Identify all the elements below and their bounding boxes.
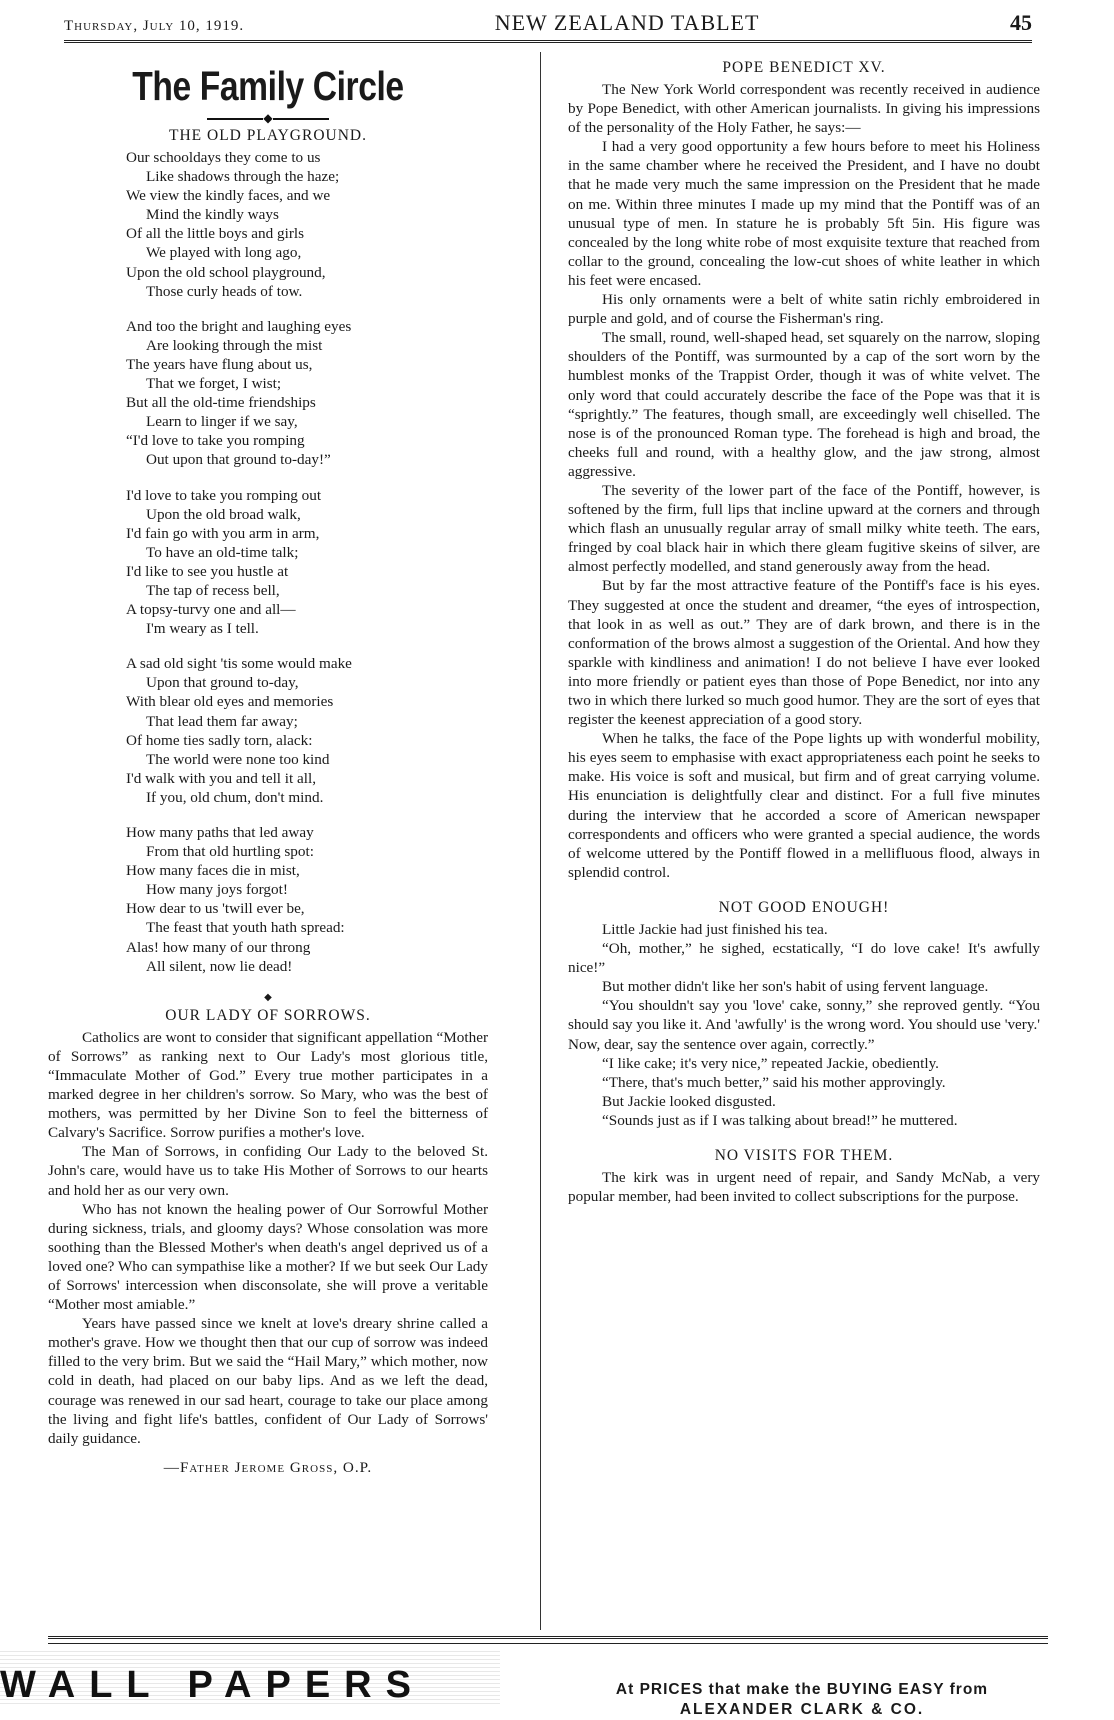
paragraph: But mother didn't like her son's habit of using fervent language. bbox=[602, 978, 989, 996]
paragraph: Years have passed since we knelt at love's dreary shrine called a mother's grave. How we thought then that our cup of sorrow was indeed filled to the very brim. But we said the “Hail Mary,” which mother, now cold in death, had placed on our baby lips. And as we left the dead, courage was renewed in our sad heart, courage to take our place among the living and fight life's battles, confident of Our Lady of Sorrows' daily guidance. bbox=[48, 1315, 488, 1447]
poem-line: That lead them far away; bbox=[146, 712, 298, 730]
paragraph: The New York World correspondent was recently received in audience by Pope Benedict, with other American journalists. In giving his impressions of the personality of the Holy Father, he says:— bbox=[568, 81, 1040, 137]
advert-line-2: ALEXANDER CLARK & CO. bbox=[679, 1701, 925, 1718]
article-title-not-good: NOT GOOD ENOUGH! bbox=[718, 898, 890, 916]
paragraph: “You shouldn't say you 'love' cake, sonny,” she reproved gently. “You should say you like it. And 'awfully' is the wrong word. You should use 'very.' Now, dear, say the sentence over again, correctly.” bbox=[568, 997, 1040, 1053]
poem-line: I'd love to take you romping out bbox=[126, 486, 322, 504]
poem-line: The years have flung about us, bbox=[126, 355, 313, 373]
poem-line: And too the bright and laughing eyes bbox=[126, 317, 352, 335]
advert-banner: WALL PAPERS bbox=[0, 1648, 500, 1707]
right-column bbox=[568, 56, 1040, 1626]
poem-line: Of home ties sadly torn, alack: bbox=[126, 731, 313, 749]
poem-line: Those curly heads of tow. bbox=[146, 282, 303, 300]
poem-line: To have an old-time talk; bbox=[146, 543, 299, 561]
article-body-pope bbox=[568, 80, 1040, 882]
poem-line: With blear old eyes and memories bbox=[126, 693, 334, 711]
left-column bbox=[48, 56, 488, 1596]
poem-stanza bbox=[126, 654, 488, 807]
paragraph: I had a very good opportunity a few hours before to meet his Holiness in the same chamber where he received the President, and I have no doubt that he made very much the same impression on the President that he made on me. Within three minutes I made up my mind that the Pontiff was of an unusual type of men. In stature he is probably 5ft 5in. His figure was concealed by the long white robe of most exquisite texture that reached from collar to the ground, concealing the low-cut shoes of white leather in which his feet were encased. bbox=[568, 138, 1040, 289]
paragraph: Catholics are wont to consider that significant appellation “Mother of Sorrows” as ranking next to Our Lady's most glorious title, “Immaculate Mother of God.” Every true mother participates in a marked degree in her children's sorrow. So Mary, who was the best of mothers, was permitted by her Divine Son to feel the bitterness of Calvary's Sacrifice. Sorrow purifies a mother's love. bbox=[48, 1028, 488, 1142]
paragraph: But by far the most attractive feature of the Pontiff's face is his eyes. They suggested at once the student and dreamer, “the eyes of introspection, that look in as well as out.” They are of dark brown, and there is in the conformation of the brows almost a suggestion of the Oriental. And how they sparkle with kindliness and animation! I do not believe I have ever looked into more friendly or patient eyes than those of Pope Benedict, nor into any two in which there lurked so much good humor. They are the sort of eyes that register the keenest appreciation of a good story. bbox=[568, 577, 1040, 729]
paragraph: But Jackie looked disgusted. bbox=[602, 1092, 776, 1110]
issue-date: Thursday, July 10, 1919. bbox=[64, 18, 245, 34]
poem-stanza bbox=[126, 823, 488, 976]
paragraph: The Man of Sorrows, in confiding Our Lady to the beloved St. John's care, would have us to take His Mother of Sorrows to our hearts and hold her as our very own. bbox=[48, 1143, 488, 1199]
poem-line: Are looking through the mist bbox=[146, 336, 323, 354]
poem-line: How many joys forgot! bbox=[146, 881, 288, 899]
advert-text bbox=[562, 1680, 1042, 1720]
poem-line: But all the old-time friendships bbox=[126, 394, 316, 412]
paragraph: “Sounds just as if I was talking about bread!” he muttered. bbox=[602, 1111, 958, 1129]
poem-line: Out upon that ground to-day!” bbox=[146, 451, 331, 469]
poem-stanza bbox=[126, 317, 488, 470]
page-number: 45 bbox=[1009, 10, 1032, 35]
paragraph: Little Jackie had just finished his tea. bbox=[602, 920, 828, 938]
poem-line: “I'd love to take you romping bbox=[126, 432, 305, 450]
poem-line: I'm weary as I tell. bbox=[146, 620, 259, 638]
column-divider bbox=[540, 52, 541, 1630]
poem-line: Upon the old broad walk, bbox=[146, 505, 301, 523]
poem-line: That we forget, I wist; bbox=[146, 375, 282, 393]
poem-line: Our schooldays they come to us bbox=[126, 149, 321, 166]
poem-line: Upon the old school playground, bbox=[126, 263, 326, 281]
poem-line: All silent, now lie dead! bbox=[146, 957, 293, 975]
article-body-no-visits bbox=[568, 1168, 1040, 1206]
article-signature: —Father Jerome Gross, O.P. bbox=[163, 1458, 373, 1476]
paragraph: When he talks, the face of the Pope lights up with wonderful mobility, his eyes seem to emphasise with exact appropriateness each point he seeks to make. His voice is soft and musical, but firm and of great carrying volume. His enunciation is delightfully clear and distinct. For a full five minutes during the interview that he accorded a score of American newspaper correspondents and officers who were granted a special audience, the words of welcome uttered by the Pontiff flowed in a mellifluous flood, always in splendid control. bbox=[568, 730, 1040, 881]
poem-line: If you, old chum, don't mind. bbox=[146, 788, 324, 806]
paragraph: The small, round, well-shaped head, set squarely on the narrow, sloping shoulders of the Pontiff, was surmounted by a cap of the sort worn by the humblest monks of the Trappist Order, though it was of white velvet. The only word that could accurately describe the face of the Pope was that it is “sprightly.” The features, though small, are exceedingly well chiselled. The nose is of the pronounced Roman type. The forehead is high and broad, the cheeks full and round, with a healthy glow, and the jaw strong, almost aggressive. bbox=[568, 329, 1040, 480]
advert-line-1: At PRICES that make the BUYING EASY from bbox=[615, 1681, 989, 1698]
paragraph: His only ornaments were a belt of white satin richly embroidered in purple and gold, and of course the Fisherman's ring. bbox=[568, 291, 1040, 328]
poem-line: From that old hurtling spot: bbox=[146, 843, 314, 861]
poem-line: Like shadows through the haze; bbox=[146, 168, 340, 186]
poem-line: I'd like to see you hustle at bbox=[126, 562, 289, 580]
poem-line: Upon that ground to-day, bbox=[146, 674, 299, 692]
page-header bbox=[64, 10, 1032, 43]
poem-stanza bbox=[126, 148, 488, 301]
publication-title: NEW ZEALAND TABLET bbox=[494, 10, 760, 35]
poem-line: The world were none too kind bbox=[146, 750, 330, 768]
paragraph: The severity of the lower part of the face of the Pontiff, however, is softened by the firm, full lips that incline upward at the corners and through which flash an unusually regular array of small milky white teeth. The ears, fringed by coal black hair in which there gleam fugitive skeins of silver, are almost perfectly modelled, and stand generously away from the head. bbox=[568, 481, 1040, 576]
paragraph: The kirk was in urgent need of repair, and Sandy McNab, a very popular member, had been invited to collect subscriptions for the purpose. bbox=[568, 1168, 1040, 1206]
poem-line: A sad old sight 'tis some would make bbox=[126, 655, 352, 673]
paragraph: “I like cake; it's very nice,” repeated Jackie, obediently. bbox=[602, 1054, 939, 1072]
poem-body bbox=[48, 148, 488, 976]
paragraph: Who has not known the healing power of Our Sorrowful Mother during sickness, trials, and gloomy days? Whose consolation was more soothing than the Blessed Mother's when death's angel deprived us of a loved one? Who can sympathise like a mother? If we but seek Our Lady of Sorrows' intercession when disconsolate, she will prove a veritable “Mother most amiable.” bbox=[48, 1200, 488, 1314]
paragraph: “Oh, mother,” he sighed, ecstatically, “I do love cake! It's awfully nice!” bbox=[568, 940, 1040, 977]
poem-stanza bbox=[126, 486, 488, 639]
poem-line: We view the kindly faces, and we bbox=[126, 187, 331, 205]
poem-title: THE OLD PLAYGROUND. bbox=[169, 127, 367, 144]
poem-line: We played with long ago, bbox=[146, 244, 302, 262]
footer-rule bbox=[48, 1636, 1048, 1644]
poem-line: How many faces die in mist, bbox=[126, 862, 300, 880]
title-ornament: ◆ bbox=[48, 112, 488, 124]
poem-line: Of all the little boys and girls bbox=[126, 225, 305, 243]
article-body-not-good bbox=[568, 920, 1040, 1130]
separator-star: ◆ bbox=[264, 991, 272, 1003]
section-title: The Family Circle bbox=[132, 63, 404, 109]
poem-line: The feast that youth hath spread: bbox=[146, 919, 345, 937]
poem-line: How dear to us 'twill ever be, bbox=[126, 900, 305, 918]
poem-line: I'd walk with you and tell it all, bbox=[126, 769, 317, 787]
poem-line: Mind the kindly ways bbox=[146, 206, 279, 224]
article-body-sorrows bbox=[48, 1028, 488, 1448]
poem-line: The tap of recess bell, bbox=[146, 581, 280, 599]
article-title-no-visits: NO VISITS FOR THEM. bbox=[714, 1146, 894, 1164]
article-title-sorrows: OUR LADY OF SORROWS. bbox=[165, 1006, 371, 1024]
poem-line: I'd fain go with you arm in arm, bbox=[126, 524, 320, 542]
article-title-pope: POPE BENEDICT XV. bbox=[722, 59, 886, 76]
poem-line: Alas! how many of our throng bbox=[126, 938, 311, 956]
poem-line: Learn to linger if we say, bbox=[146, 413, 298, 431]
poem-line: How many paths that led away bbox=[126, 824, 314, 841]
paragraph: “There, that's much better,” said his mother approvingly. bbox=[602, 1073, 946, 1091]
poem-line: A topsy-turvy one and all— bbox=[126, 601, 296, 619]
